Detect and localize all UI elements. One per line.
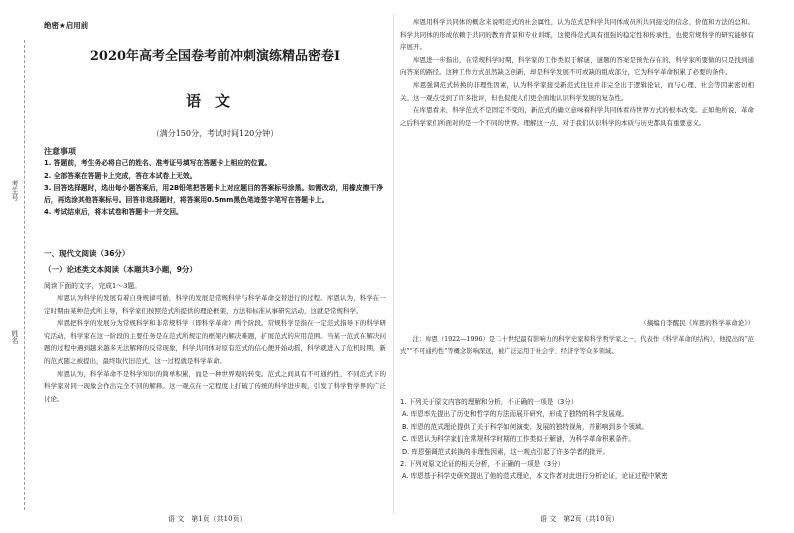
notes-list	[44, 158, 386, 220]
question-1-stem: 1. 下列关于原文内容的理解和分析，不正确的一项是（3分）	[400, 398, 578, 406]
passage-paragraph: 库恩把科学的发展分为常规科学和非常规科学（即科学革命）两个阶段。常规科学是指在一定范式指导下的科学研究活动，科学家在这一阶段的主要任务是在范式所规定的框架内解决难题，扩展范式的应用范围。当某一范式在解决问题的过程中遇到越来越多无法解释的反常现象，科学共同体对原有范式的信心便开始动摇，科学就进入了危机时期，新的范式随之被提出，最终取代旧范式，这一过程就是科学革命。	[44, 319, 386, 365]
questions-block	[400, 396, 754, 483]
question-1-option-b: B. 库恩的范式理论提供了关于科学如何演变、发展的独特视角，并影响到多个领域。	[402, 422, 649, 431]
column-divider	[393, 14, 394, 514]
note-item: 3. 回答选择题时，选出每小题答案后，用2B铅笔把答题卡上对应题目的答案标号涂黑。如需改动，用橡皮擦干净后，再选涂其他答案标号。回答非选择题时，将答案用0.5mm黑色笔迹签字笔写在答题卡上。	[44, 184, 384, 204]
exam-title: 2020年高考全国卷考前冲刺演练精品密卷Ⅰ	[89, 49, 341, 64]
question-2-stem: 2. 下列对原文论证的相关分析，不正确的一项是（3分）	[400, 460, 565, 469]
passage-paragraph: 库恩认为，科学革命不是科学知识的简单积累，而是一种世界观的转变。范式之间具有不可通约性，不同范式下的科学家对同一现象会作出完全不同的解释。这一观点在一定程度上打破了传统的科学进步观，引发了科学哲学界的广泛讨论。	[44, 369, 386, 403]
page-footer-left: 语 文 第1页（共10页）	[168, 515, 247, 523]
passage-right-column	[400, 16, 754, 129]
passage-left-column	[44, 292, 386, 405]
passage-paragraph: 在库恩看来，科学范式不是固定不变的，新范式的确立意味着科学共同体看待世界方式的根本改变。正如他所说，革命之后科学家们所面对的是一个不同的世界。理解这一点，对于我们认识科学的本质与历史都具有重要意义。	[400, 106, 754, 127]
question-1-option-a: A. 库恩率先提出了历史和哲学的方法而展开研究，形成了独特的科学发展观。	[402, 410, 629, 419]
question-1-option-c: C. 库恩认为科学家们在常规科学时期的工作类似于解谜，为科学革命积累条件。	[402, 435, 635, 444]
passage-source: （摘编自李醒民《库恩的科学革命论》）	[640, 319, 754, 327]
score-line: （满分150分，考试时间120分钟）	[151, 129, 279, 138]
section-heading-part1: 一、现代文阅读（36分）	[44, 249, 130, 258]
note-item: 2. 全部答案在答题卡上完成，答在本试卷上无效。	[44, 171, 197, 180]
subject-title: 语文	[185, 92, 244, 110]
passage-paragraph: 库恩用科学共同体的概念来说明范式的社会属性，认为范式是科学共同体成员所共同接受的信念、价值和方法的总和。科学共同体的形成依赖于共同的教育背景和专业训练，这使得范式具有很强的稳定性和传承性，也使常规科学的研究能够有序展开。	[400, 18, 754, 52]
binding-margin	[4, 40, 38, 510]
passage-paragraph: 库恩认为科学的发展有着自身规律可循，科学的发展是常规科学与科学革命交替进行的过程。库恩认为，科学在一定时期由某种范式所主导，科学家们按照范式所提供的理论框架、方法和标准从事研究活动，这就是常规科学。	[44, 294, 386, 315]
question-2-option-a: A. 库恩基于科学史研究提出了他的范式理论，本文作者对此进行分析论证，论证过程中紧密	[402, 472, 668, 481]
binding-cut-line	[24, 40, 25, 510]
note-item: 4. 考试结束后，将本试卷和答题卡一并交回。	[44, 208, 183, 216]
binding-label-name: 姓名	[11, 330, 19, 344]
page-footer-right: 语 文 第2页（共10页）	[540, 515, 619, 523]
question-1-option-d: D. 库恩强调范式转换的非理性因素，这一观点引起了许多学者的批评。	[402, 447, 610, 456]
section-heading-part1a: （一）论述类文本阅读（本题共3小题，9分）	[44, 265, 197, 274]
passage-paragraph: 库恩进一步指出，在常规科学时期，科学家的工作类似于解谜，谜题的答案是预先存在的，科学家所要做的只是找到通向答案的路径。这种工作方式虽然缺乏创新，却是科学发展不可或缺的组成部分，它为科学革命积累了必要的条件。	[400, 55, 754, 77]
passage-footnote: 注：库恩（1922—1996）是二十世纪最有影响力的科学史家和科学哲学家之一，代表作《科学革命的结构》，他提出的“范式”“不可通约性”等概念影响深远，被广泛运用于社会学、经济学等众多领域。	[400, 336, 754, 355]
notes-heading: 注意事项	[44, 147, 76, 156]
binding-label-exam-number: 考生号	[11, 180, 19, 201]
note-item: 1. 答题前，考生务必将自己的姓名、准考证号填写在答题卡上相应的位置。	[44, 159, 272, 167]
reading-instruction: 阅读下面的文字，完成1～3题。	[44, 282, 142, 290]
secret-mark: 绝密★启用前	[44, 21, 89, 30]
passage-paragraph: 库恩强调范式转换的非理性因素，认为科学家接受新范式往往并非完全出于逻辑论证，而与心理、社会等因素密切相关。这一观点受到了许多批评，但也促使人们更全面地认识科学发展的复杂性。	[400, 80, 754, 102]
